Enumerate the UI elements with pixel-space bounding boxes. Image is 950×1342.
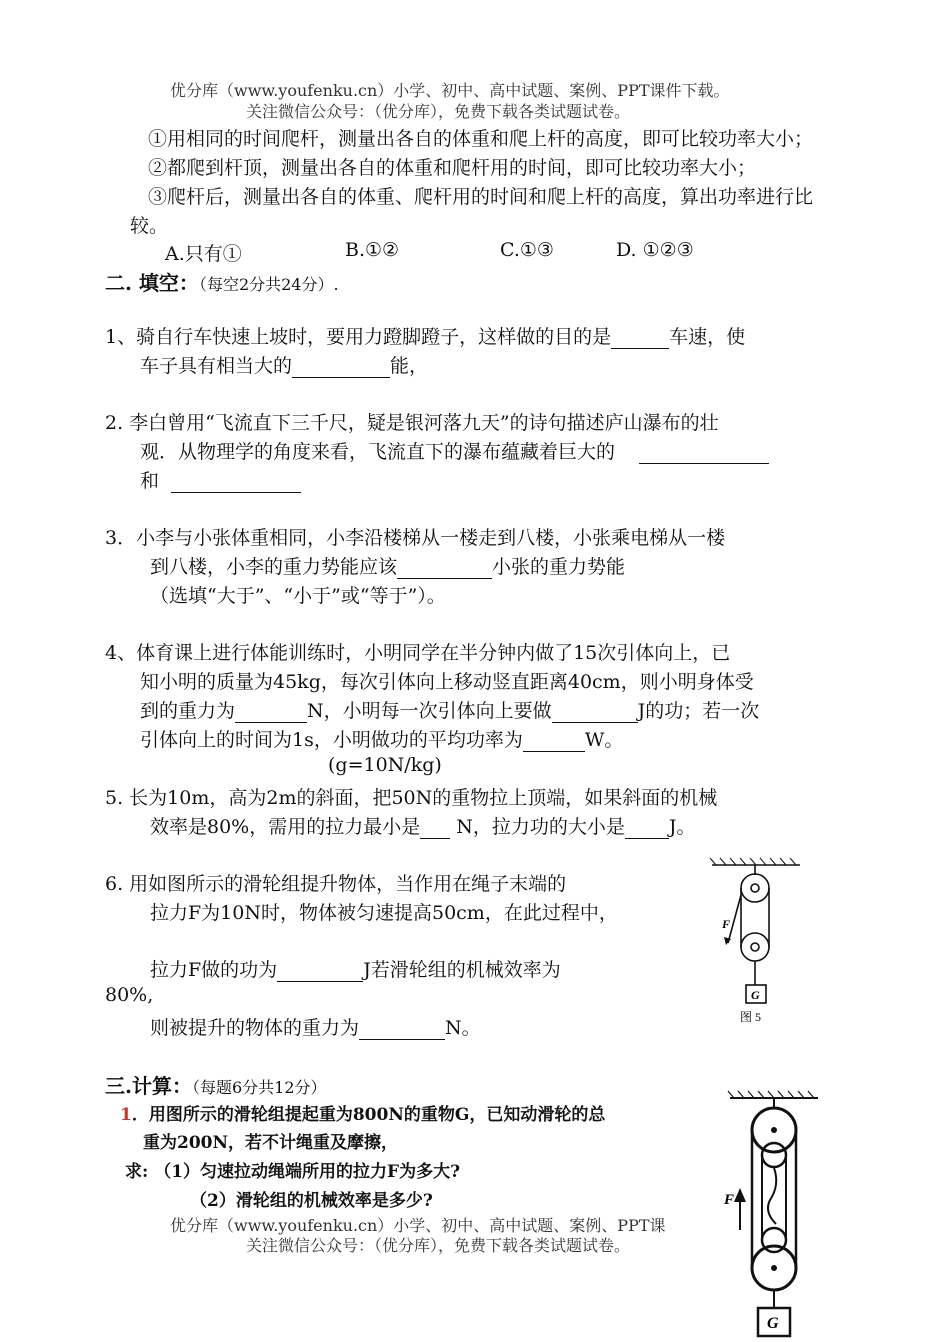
section-3-note: （每题6分共12分） (191, 1078, 327, 1097)
section-2-title: 二. 填空： (105, 271, 199, 295)
fill-q2-blank-1[interactable] (639, 443, 769, 464)
fill-q4-text-5: W。 (584, 729, 624, 751)
fill-q5-line-1: 5. 长为10m，高为2m的斜面，把50N的重物拉上顶端，如果斜面的机械 (105, 787, 718, 809)
fill-q4-line-2: 知小明的质量为45kg，每次引体向上移动竖直距离40cm，则小明身体受 (140, 671, 754, 693)
fill-q1-line-2 (140, 351, 428, 378)
fill-q5-text-3: J。 (668, 816, 696, 838)
calc-q1-ask-1: 求: （1）匀速拉动绳端所用的拉力F为多大? (125, 1162, 461, 1182)
prev-option-2: ②都爬到杆顶，测量出各自的体重和爬杆用的时间，即可比较功率大小； (148, 157, 757, 179)
calc-q1-number: 1 (120, 1105, 132, 1125)
section-3-heading (105, 1070, 327, 1099)
section-2-heading (105, 267, 339, 296)
figure-5-pulley (700, 855, 810, 1030)
fill-q6-line-2: 拉力F为10N时，物体被匀速提高50cm，在此过程中， (150, 902, 618, 924)
fill-q3-line-3: （选填“大于”、“小于”或“等于”）。 (150, 585, 446, 607)
fill-q6-line-3 (150, 955, 561, 982)
fill-q4-text-4: 引体向上的时间为1s，小明做功的平均功率为 (140, 729, 523, 751)
fill-q4-line-3 (140, 696, 759, 723)
fill-q3-text-2: 小张的重力势能 (492, 556, 626, 578)
section-2-note: （每空2分共24分）. (198, 275, 339, 294)
fill-q5-text: 效率是80%，需用的拉力最小是 (150, 816, 421, 838)
prev-option-1: ①用相同的时间爬杆，测量出各自的体重和爬上杆的高度，即可比较功率大小； (148, 128, 814, 150)
fill-q1-text-4: 能， (390, 355, 429, 377)
fill-q6-line-5 (150, 1013, 481, 1040)
fill-q4-line-1: 4、体育课上进行体能训练时，小明同学在半分钟内做了15次引体向上，已 (105, 642, 731, 664)
choice-c: C.①③ (500, 239, 554, 261)
footer-line-1: 优分库（www.youfenku.cn）小学、初中、高中试题、案例、PPT课 (170, 1216, 666, 1235)
fill-q6-blank-2[interactable] (359, 1019, 445, 1040)
calc-figure-force-label: F (724, 1192, 735, 1208)
fill-q1-blank-1[interactable] (611, 328, 669, 349)
calc-pulley-figure (718, 1090, 828, 1340)
fill-q5-blank-2[interactable] (625, 818, 669, 839)
calc-q1-text: ．用图所示的滑轮组提起重为800N的重物G，已知动滑轮的总 (131, 1105, 606, 1125)
calc-q1-line-1 (120, 1100, 605, 1125)
fill-q6-text: 拉力F做的功为 (150, 959, 278, 981)
fill-q2-line-2 (140, 437, 769, 464)
fill-q4-line-4 (140, 725, 623, 752)
fill-q6-line-1: 6. 用如图所示的滑轮组提升物体，当作用在绳子末端的 (105, 873, 567, 895)
calc-figure-weight-label: G (767, 1315, 779, 1332)
figure-5-force-label: F (722, 917, 731, 931)
choice-b: B.①② (345, 239, 400, 261)
fill-q1-text-3: 车子具有相当大的 (140, 355, 293, 377)
fill-q6-line-4: 80%, (105, 984, 154, 1006)
fill-q6-text-4: N。 (445, 1017, 481, 1039)
header-line-1: 优分库（www.youfenku.cn）小学、初中、高中试题、案例、PPT课件下载。 (170, 81, 730, 100)
fill-q4-blank-3[interactable] (523, 731, 585, 752)
calc-q1-ask-2: （2）滑轮组的机械效率是多少? (190, 1191, 433, 1211)
fill-q3-blank[interactable] (397, 558, 492, 579)
fill-q5-text-2: N，拉力功的大小是 (456, 816, 625, 838)
prev-option-3: ③爬杆后，测量出各自的体重、爬杆用的时间和爬上杆的高度，算出功率进行比 (148, 186, 814, 208)
fill-q6-text-3: 则被提升的物体的重力为 (150, 1017, 360, 1039)
footer-line-2: 关注微信公众号：（优分库），免费下载各类试题试卷。 (246, 1236, 631, 1255)
prev-option-3-cont: 较。 (130, 215, 169, 237)
fill-q3-text: 到八楼，小李的重力势能应该 (150, 556, 398, 578)
fill-q4-text-3: J的功；若一次 (637, 700, 760, 722)
fill-q3-line-2 (150, 552, 625, 579)
fill-q4-blank-1[interactable] (235, 702, 307, 723)
fill-q2-line-1: 2. 李白曾用“飞流直下三千尺，疑是银河落九天”的诗句描述庐山瀑布的壮 (105, 412, 719, 434)
fill-q1-line-1 (105, 322, 745, 349)
fill-q5-line-2 (150, 812, 696, 839)
figure-5-caption: 图 5 (740, 1010, 762, 1024)
fill-q6-text-2: J若滑轮组的机械效率为 (363, 959, 561, 981)
fill-q4-text: 到的重力为 (140, 700, 236, 722)
fill-q1-text: 1、骑自行车快速上坡时，要用力蹬脚蹬子，这样做的目的是 (105, 326, 612, 348)
fill-q2-text: 观．从物理学的角度来看，飞流直下的瀑布蕴藏着巨大的 (140, 441, 616, 463)
fill-q1-text-2: 车速，使 (669, 326, 746, 348)
fill-q5-blank-1[interactable] (420, 818, 450, 839)
section-3-title: 三.计算： (105, 1074, 192, 1098)
figure-5-weight-label: G (751, 988, 760, 1002)
choice-a: A.只有① (165, 243, 242, 265)
fill-q1-blank-2[interactable] (292, 357, 390, 378)
fill-q4-blank-2[interactable] (552, 702, 638, 723)
choice-d: D. ①②③ (616, 239, 694, 261)
fill-q2-blank-2[interactable] (171, 472, 301, 493)
fill-q4-note: (g=10N/kg) (328, 754, 442, 776)
fill-q4-text-2: N，小明每一次引体向上要做 (307, 700, 552, 722)
fill-q2-text-2: 和 (140, 470, 160, 492)
fill-q3-line-1: 3．小李与小张体重相同，小李沿楼梯从一楼走到八楼，小张乘电梯从一楼 (105, 527, 726, 549)
fill-q6-blank-1[interactable] (277, 961, 363, 982)
calc-q1-line-2: 重为200N，若不计绳重及摩擦， (143, 1133, 399, 1153)
header-line-2: 关注微信公众号：（优分库），免费下载各类试题试卷。 (246, 102, 631, 121)
fill-q2-line-3 (140, 466, 301, 493)
